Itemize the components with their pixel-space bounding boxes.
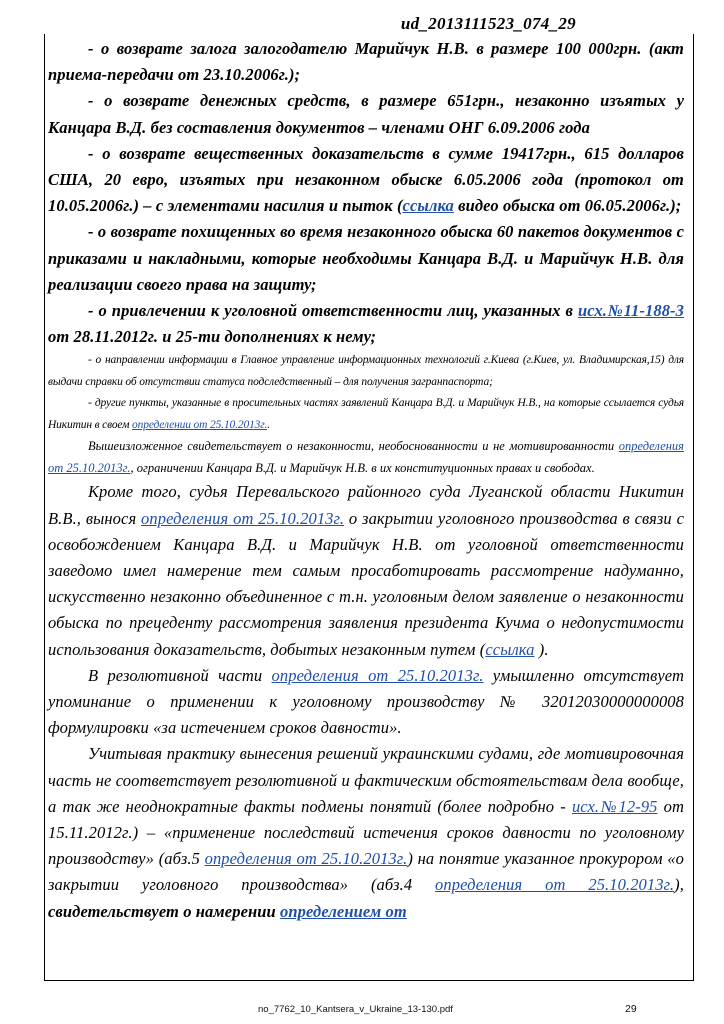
paragraph-evidence-return: - о возврате вещественных доказательств в сумме 19417грн., 615 долларов США, 20 евро, изъятых при незаконном обыске 6.05.2006 года (протокол от 10.05.2006г.) – с элементами насилия и пыток (ссылка видео обыска от 06.05.2006г.); bbox=[48, 143, 684, 216]
ruling-link[interactable]: определении от 25.10.2013г. bbox=[132, 418, 268, 431]
paragraph-information-request: - о направлении информации в Главное управление информационных технологий г.Киева (г.Киев, ул. Владимирская,15) для выдачи справки об отсутствии статуса подследственный – для получения загранпаспорта; bbox=[48, 354, 684, 388]
paragraph-pledge-return: - о возврате залога залогодателю Марийчук Н.В. в размере 100 000грн. (акт приема-передачи от 23.10.2006г.); bbox=[48, 39, 684, 85]
page-number: 29 bbox=[625, 1003, 637, 1015]
paragraph-documents-return: - о возврате похищенных во время незаконного обыска 60 пакетов документов с приказами и накладными, которые необходимы Канцара В.Д. и Марийчук Н.В. для реализации своего права на защиту; bbox=[48, 222, 684, 294]
ref-link-11-188-3[interactable]: исх.№11-188-3 bbox=[577, 301, 684, 321]
ref-link-12-95[interactable]: исх.№12-95 bbox=[571, 796, 658, 816]
paragraph-resolutive-part: В резолютивной части определения от 25.10.2013г. умышленно отсутствует упоминание о применении к уголовному производству № 32012030000000008 формулировки «за истечением сроков давности». bbox=[48, 665, 685, 738]
ruling-link[interactable]: определения от 25.10.2013г. bbox=[204, 849, 408, 869]
video-search-link[interactable]: ссылка bbox=[402, 196, 454, 216]
paragraph-conclusion: Вышеизложенное свидетельствует о незаконности, необоснованности и не мотивированности определения от 25.10.2013г., ограничении Канцара В.Д. и Марийчук Н.В. в их конституционных правах и свободах. bbox=[48, 439, 684, 475]
ruling-link[interactable]: определения от 25.10.2013г. bbox=[141, 508, 345, 528]
ruling-link[interactable]: определения от 25.10.2013г. bbox=[271, 665, 484, 685]
paragraph-judge-nikitin: Кроме того, судья Перевальского районного суда Луганской области Никитин В.В., вынося определения от 25.10.2013г. о закрытии уголовного производства в связи с освобождением Канцара В.Д. и Марийчук Н.В. от уголовной ответственности заведомо имел намерение тем самым просаботировать рассмотрение надуманно, искусственно незаконно объединенное с т.н. уголовным делом заявление о незаконности обыска по прецеденту рассмотрения заявления президента Кучма о недопустимости использования доказательств, добытых незаконным путем (ссылка ). bbox=[48, 482, 684, 659]
ruling-link[interactable]: определением от bbox=[280, 901, 407, 921]
paragraph-criminal-liability: - о привлечении к уголовной ответственности лиц, указанных в исх.№11-188-3 от 28.11.2012г. и 25-ти дополнениях к нему; bbox=[48, 301, 684, 347]
ruling-link[interactable]: определения от 25.10.2013г. bbox=[435, 875, 675, 895]
paragraph-court-practice: Учитывая практику вынесения решений украинскими судами, где мотивировочная часть не соответствует резолютивной и фактическим обстоятельствам дела вообще, а так же неоднократные факты подмены понятий (более подробно - исх.№12-95 от 15.11.2012г.) – «применение последствий истечения сроков давности по уголовному производству» (абз.5 определения от 25.10.2013г.) на понятие указанное прокурором «о закрытии уголовного производства» (абз.4 определения от 25.10.2013г.), свидетельствует о намерении определением от bbox=[48, 744, 685, 921]
document-body bbox=[48, 36, 684, 925]
document-id-header: ud_2013111523_074_29 bbox=[400, 14, 576, 33]
bottom-rule bbox=[44, 980, 694, 981]
kuchma-link[interactable]: ссылка bbox=[485, 639, 535, 659]
paragraph-other-points: - другие пункты, указанные в просительных частях заявлений Канцара В.Д. и Марийчук Н.В., на которые ссылается судья Никитин в своем определении от 25.10.2013г.. bbox=[48, 397, 684, 431]
footer-filename: no_7762_10_Kantsera_v_Ukraine_13-130.pdf bbox=[258, 1004, 453, 1015]
ruling-link[interactable]: определения от 25.10.2013г. bbox=[48, 439, 684, 475]
paragraph-money-return: - о возврате денежных средств, в размере 651грн., незаконно изъятых у Канцара В.Д. без составления документов – членами ОНГ 6.09.2006 года bbox=[48, 91, 684, 137]
